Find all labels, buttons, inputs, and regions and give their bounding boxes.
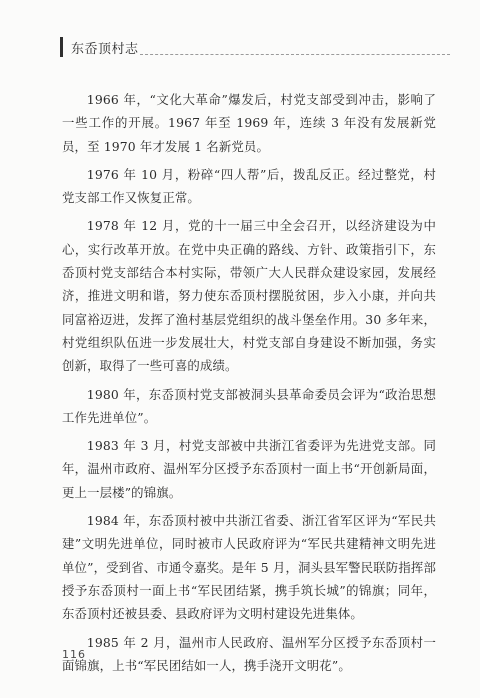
paragraph-1980: 1980 年，东岙顶村党支部被洞头县革命委员会评为“政治思想工作先进单位”。	[62, 386, 436, 425]
page-number: 116	[62, 648, 86, 661]
running-header	[60, 34, 139, 60]
paragraph-1984: 1984 年，东岙顶村被中共浙江省委、浙江省军区评为“军民共建”文明先进单位，同时被市人民政府评为“军民共建精神文明先进单位”，受到省、市通令嘉奖。是年 5 月，洞头县军警民联防指挥部授予东岙顶村一面上书“军民团结紧，携手筑长城”的锦旗；同年，东岙顶村还被县委、县政府评为文明村建设先进集体。	[62, 513, 436, 622]
paragraph-1978: 1978 年 12 月，党的十一届三中全会召开，以经济建设为中心，实行改革开放。在党中央正确的路线、方针、政策指引下，东岙顶村党支部结合本村实际，带领广大人民群众建设家园，发展经济，推进文明和谐，努力使东岙顶村摆脱贫困，步入小康，并向共同富裕迈进，发挥了渔村基层党组织的战斗堡垒作用。30 多年来，村党组织队伍进一步发展壮大，村党支部自身建设不断加强，务实创新，取得了一些可喜的成绩。	[62, 218, 436, 374]
header-bar	[60, 37, 63, 57]
paragraph-1976: 1976 年 10 月，粉碎“四人帮”后，拨乱反正。经过整党，村党支部工作又恢复正常。	[62, 166, 436, 206]
paragraph-1966: 1966 年，“文化大革命”爆发后，村党支部受到冲击，影响了一些工作的开展。1967 年至 1969 年，连续 3 年没有发展新党员，至 1970 年才发展 1 名新党员。	[62, 92, 436, 154]
paragraph-1985: 1985 年 2 月，温州市人民政府、温州军分区授予东岙顶村一面锦旗，上书“军民团结如一人，携手浇开文明花”。	[62, 634, 436, 673]
header-dashed-rule	[140, 54, 450, 55]
body-text	[62, 88, 436, 682]
header-title: 东岙顶村志	[71, 41, 139, 57]
paragraph-1983: 1983 年 3 月，村党支部被中共浙江省委评为先进党支部。同年，温州市政府、温州军分区授予东岙顶村一面上书“开创新局面，更上一层楼”的锦旗。	[62, 438, 436, 500]
